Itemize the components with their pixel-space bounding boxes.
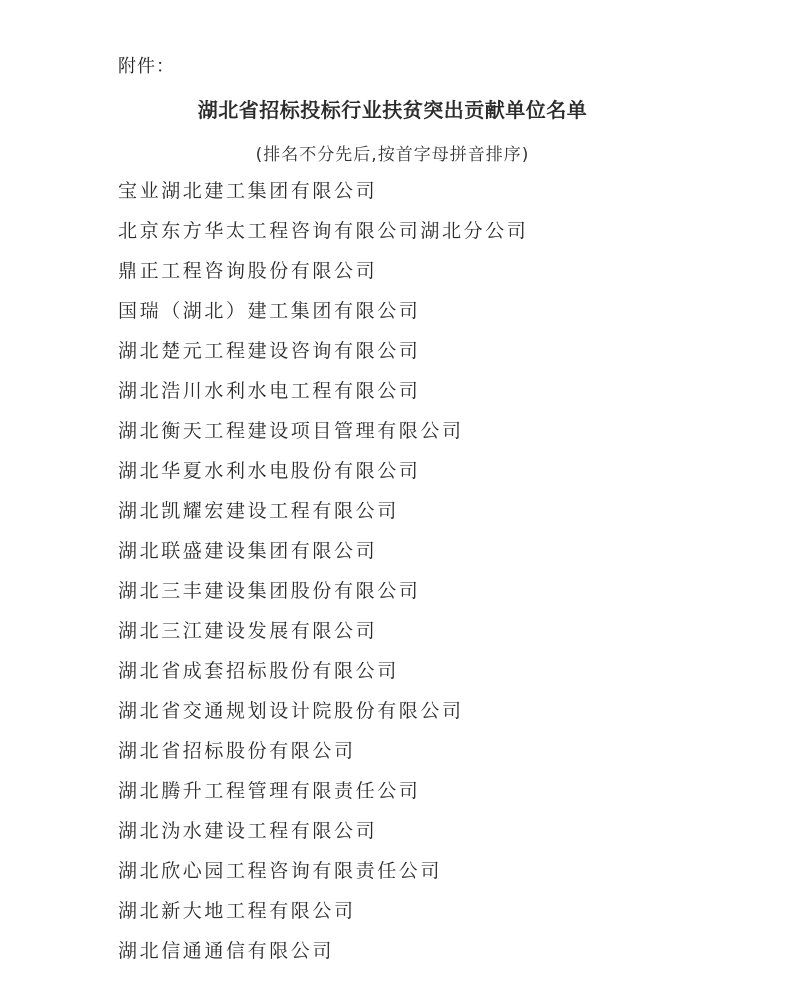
- list-item: 湖北沩水建设工程有限公司: [118, 820, 378, 842]
- page-title: 湖北省招标投标行业扶贫突出贡献单位名单: [197, 98, 588, 122]
- list-item: 湖北省招标股份有限公司: [118, 740, 356, 762]
- list-item: 湖北欣心园工程咨询有限责任公司: [118, 860, 443, 882]
- list-item: 湖北楚元工程建设咨询有限公司: [118, 340, 421, 362]
- list-item: 湖北华夏水利水电股份有限公司: [118, 460, 421, 482]
- attachment-label: 附件：: [118, 56, 175, 77]
- list-item: 湖北省成套招标股份有限公司: [118, 660, 399, 682]
- list-item: 湖北凯耀宏建设工程有限公司: [118, 500, 399, 522]
- list-item: 国瑞（湖北）建工集团有限公司: [118, 300, 421, 322]
- list-item: 湖北省交通规划设计院股份有限公司: [118, 700, 464, 722]
- list-item: 湖北信通通信有限公司: [118, 940, 335, 962]
- list-item: 湖北浩川水利水电工程有限公司: [118, 380, 421, 402]
- company-list: [118, 175, 528, 975]
- list-item: 鼎正工程咨询股份有限公司: [118, 260, 378, 282]
- list-item: 湖北联盛建设集团有限公司: [118, 540, 378, 562]
- list-item: 湖北三丰建设集团股份有限公司: [118, 580, 421, 602]
- list-item: 湖北三江建设发展有限公司: [118, 620, 378, 642]
- list-item: 湖北衡天工程建设项目管理有限公司: [118, 420, 464, 442]
- list-item: 湖北新大地工程有限公司: [118, 900, 356, 922]
- list-item: 宝业湖北建工集团有限公司: [118, 180, 378, 202]
- list-item: 湖北腾升工程管理有限责任公司: [118, 780, 421, 802]
- page-subtitle: (排名不分先后,按首字母拼音排序): [255, 145, 530, 165]
- list-item: 北京东方华太工程咨询有限公司湖北分公司: [118, 220, 529, 242]
